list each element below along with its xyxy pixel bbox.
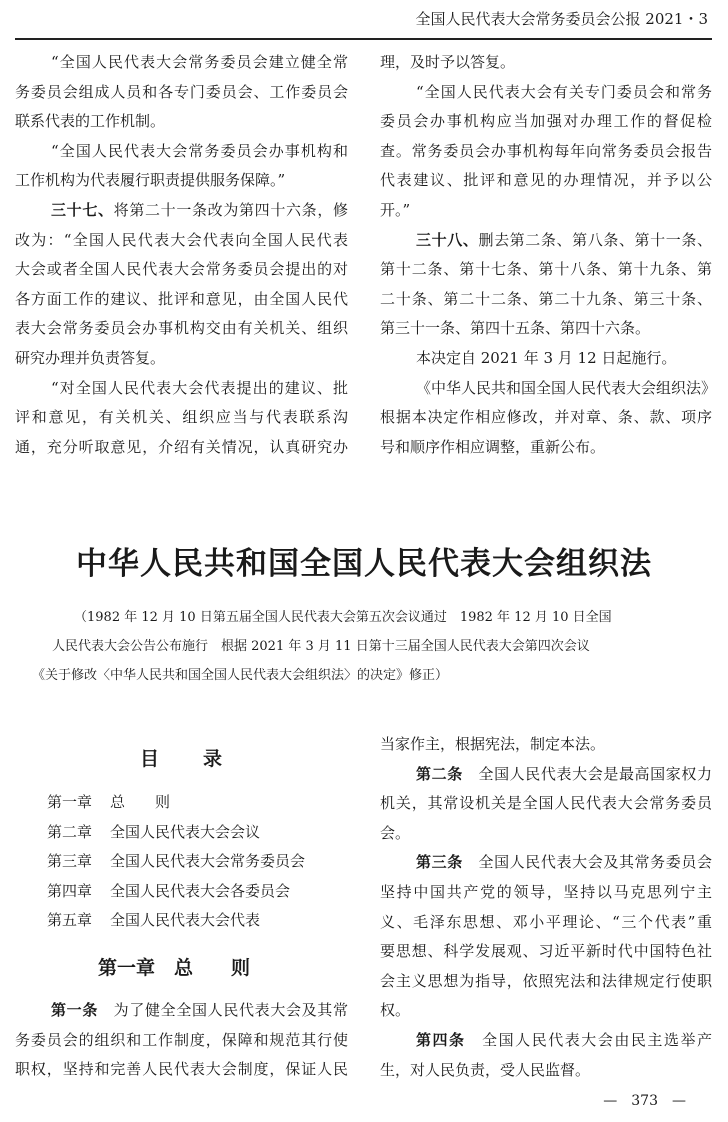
toc-item[interactable] bbox=[47, 788, 305, 818]
paragraph-line bbox=[15, 285, 348, 315]
line-text: 根据本决定作相应修改，并对章、条、款、项序 bbox=[380, 408, 712, 427]
paragraph-line bbox=[15, 48, 348, 78]
article-label: 第一条 bbox=[51, 1001, 98, 1019]
paragraph-line bbox=[380, 433, 712, 463]
paragraph-line bbox=[380, 878, 712, 908]
toc-chapter: 第二章 bbox=[47, 822, 93, 841]
toc-title: 全国人民代表大会各委员会 bbox=[110, 881, 291, 900]
line-text: 联系代表的工作机制。 bbox=[15, 112, 166, 131]
toc-item[interactable] bbox=[47, 818, 305, 848]
line-text: 将第二十一条改为第四十六条，修 bbox=[113, 200, 348, 219]
paragraph-line bbox=[15, 374, 348, 404]
line-text: 全国人民代表大会及其常务委员会 bbox=[462, 853, 712, 872]
line-text: 权。 bbox=[380, 1001, 411, 1020]
toc-item[interactable] bbox=[47, 847, 305, 877]
paragraph-line bbox=[380, 848, 712, 878]
article-label: 三十八、 bbox=[416, 230, 479, 249]
toc-chapter: 第三章 bbox=[47, 852, 93, 870]
paragraph-line bbox=[380, 908, 712, 938]
toc-chapter: 第四章 bbox=[47, 881, 93, 900]
line-text: 要思想、科学发展观、习近平新时代中国特色社 bbox=[380, 942, 712, 961]
line-text: 代表建议、批评和意见的办理情况，并予以公 bbox=[380, 171, 712, 190]
line-text: 研究办理并负责答复。 bbox=[15, 348, 166, 367]
line-text: “全国人民代表大会有关专门委员会和常务 bbox=[416, 82, 712, 101]
top-left-column bbox=[15, 48, 348, 462]
line-text: 生，对人民负责，受人民监督。 bbox=[380, 1060, 591, 1079]
paragraph-line bbox=[15, 314, 348, 344]
line-text: 坚持中国共产党的领导，坚持以马克思列宁主 bbox=[380, 882, 712, 901]
article-label: 三十七、 bbox=[51, 200, 114, 219]
paragraph-line bbox=[380, 107, 712, 137]
running-header: 全国人民代表大会常务委员会公报 2021・3 bbox=[415, 10, 708, 28]
line-text: 评和意见，有关机关、组织应当与代表联系沟 bbox=[15, 408, 348, 427]
bottom-left-column bbox=[15, 996, 348, 1085]
paragraph-line bbox=[380, 285, 712, 315]
subtitle-line: 《关于修改〈中华人民共和国全国人民代表大会组织法〉的决定》修正） bbox=[32, 668, 449, 683]
subtitle-line: （1982 年 12 月 10 日第五届全国人民代表大会第五次会议通过 1982 年 12 月 10 日全国 bbox=[74, 610, 612, 625]
line-text: “全国人民代表大会常务委员会办事机构和 bbox=[51, 141, 348, 160]
line-text: 会主义思想为指导，依照宪法和法律规定行使职 bbox=[380, 971, 712, 990]
line-text: 查。常务委员会办事机构每年向常务委员会报告 bbox=[380, 141, 712, 160]
paragraph-line bbox=[380, 344, 712, 374]
paragraph-line bbox=[380, 937, 712, 967]
paragraph-line bbox=[380, 196, 712, 226]
law-subtitle bbox=[32, 603, 688, 690]
header-rule bbox=[15, 38, 712, 40]
line-text: “全国人民代表大会常务委员会建立健全常 bbox=[51, 53, 348, 71]
line-text: 委员会办事机构应当加强对办理工作的督促检 bbox=[380, 112, 712, 131]
paragraph-line bbox=[380, 137, 712, 167]
article-label: 第四条 bbox=[416, 1030, 466, 1049]
line-text: 理，及时予以答复。 bbox=[380, 53, 516, 71]
toc-heading-char: 目 bbox=[140, 748, 160, 770]
paragraph-line bbox=[380, 967, 712, 997]
paragraph-line bbox=[15, 344, 348, 374]
line-text: 改为：“全国人民代表大会代表向全国人民代表 bbox=[15, 230, 348, 249]
toc-title: 全国人民代表大会常务委员会 bbox=[110, 852, 306, 870]
toc-item[interactable] bbox=[47, 877, 305, 907]
line-text: 表大会常务委员会办事机构交由有关机关、组织 bbox=[15, 319, 348, 338]
subtitle-line: 人民代表大会公告公布施行 根据 2021 年 3 月 11 日第十三届全国人民代表大会第四次会议 bbox=[52, 639, 590, 654]
toc-heading bbox=[140, 744, 222, 771]
paragraph-line bbox=[380, 374, 717, 404]
paragraph-line bbox=[380, 819, 712, 849]
toc-item[interactable] bbox=[47, 906, 305, 936]
paragraph-line bbox=[380, 314, 712, 344]
paragraph-line bbox=[380, 78, 712, 108]
paragraph-line bbox=[380, 789, 712, 819]
page-number: — 373 — bbox=[603, 1093, 686, 1109]
line-text: 第十二条、第十七条、第十八条、第十九条、第 bbox=[380, 260, 712, 279]
paragraph-line bbox=[15, 166, 348, 196]
paragraph-line bbox=[15, 1055, 348, 1085]
paragraph-line bbox=[15, 226, 348, 256]
line-text: 大会或者全国人民代表大会常务委员会提出的对 bbox=[15, 260, 348, 279]
line-text: 义、毛泽东思想、邓小平理论、“三个代表”重 bbox=[380, 912, 712, 931]
line-text: 为了健全全国人民代表大会及其常 bbox=[98, 1001, 348, 1019]
line-text: 全国人民代表大会是最高国家权力 bbox=[462, 764, 712, 783]
line-text: 务委员会组成人员和各专门委员会、工作委员会 bbox=[15, 82, 348, 101]
toc-heading-char: 录 bbox=[203, 748, 223, 770]
article-label: 第二条 bbox=[416, 764, 463, 783]
paragraph-line bbox=[380, 996, 712, 1026]
paragraph-line bbox=[15, 196, 348, 226]
line-text: 当家作主，根据宪法，制定本法。 bbox=[380, 735, 606, 753]
paragraph-line bbox=[15, 255, 348, 285]
line-text: 第三十一条、第四十五条、第四十六条。 bbox=[380, 319, 651, 338]
line-text: 通，充分听取意见，介绍有关情况，认真研究办 bbox=[15, 437, 348, 456]
line-text: 全国人民代表大会由民主选举产 bbox=[465, 1030, 712, 1049]
line-text: 本决定自 2021 年 3 月 12 日起施行。 bbox=[416, 348, 677, 367]
toc-title: 总 则 bbox=[110, 793, 171, 811]
paragraph-line bbox=[380, 166, 712, 196]
line-text: 开。” bbox=[380, 200, 411, 219]
toc-title: 全国人民代表大会代表 bbox=[110, 911, 261, 929]
toc-chapter: 第一章 bbox=[47, 793, 93, 811]
line-text: 务委员会的组织和工作制度，保障和规范其行使 bbox=[15, 1030, 348, 1049]
toc-chapter: 第五章 bbox=[47, 911, 93, 929]
line-text: 机关，其常设机关是全国人民代表大会常务委员 bbox=[380, 794, 712, 813]
paragraph-line bbox=[15, 403, 348, 433]
law-title: 中华人民共和国全国人民代表大会组织法 bbox=[76, 546, 652, 582]
table-of-contents bbox=[47, 788, 305, 936]
paragraph-line bbox=[380, 1056, 712, 1086]
paragraph-line bbox=[380, 403, 712, 433]
paragraph-line bbox=[15, 1026, 348, 1056]
line-text: 删去第二条、第八条、第十一条、 bbox=[478, 230, 712, 249]
article-label: 第三条 bbox=[416, 853, 463, 872]
paragraph-line bbox=[15, 137, 348, 167]
chapter-heading: 第一章 总 则 bbox=[98, 957, 251, 979]
line-text: “对全国人民代表大会代表提出的建议、批 bbox=[51, 378, 348, 397]
paragraph-line bbox=[15, 996, 348, 1026]
line-text: 《中华人民共和国全国人民代表大会组织法》 bbox=[416, 378, 717, 397]
paragraph-line bbox=[380, 48, 712, 78]
bottom-right-column bbox=[380, 730, 712, 1085]
top-right-column bbox=[380, 48, 717, 462]
paragraph-line bbox=[380, 1026, 712, 1056]
paragraph-line bbox=[15, 107, 348, 137]
paragraph-line bbox=[380, 226, 712, 256]
paragraph-line bbox=[15, 433, 348, 463]
paragraph-line bbox=[380, 730, 712, 760]
paragraph-line bbox=[15, 78, 348, 108]
paragraph-line bbox=[380, 760, 712, 790]
line-text: 工作机构为代表履行职责提供服务保障。” bbox=[15, 171, 286, 190]
line-text: 号和顺序作相应调整，重新公布。 bbox=[380, 437, 606, 456]
toc-title: 全国人民代表大会会议 bbox=[110, 822, 261, 841]
line-text: 二十条、第二十二条、第二十九条、第三十条、 bbox=[380, 289, 712, 308]
paragraph-line bbox=[380, 255, 712, 285]
line-text: 各方面工作的建议、批评和意见，由全国人民代 bbox=[15, 289, 348, 308]
line-text: 会。 bbox=[380, 823, 411, 842]
line-text: 职权，坚持和完善人民代表大会制度，保证人民 bbox=[15, 1060, 348, 1079]
